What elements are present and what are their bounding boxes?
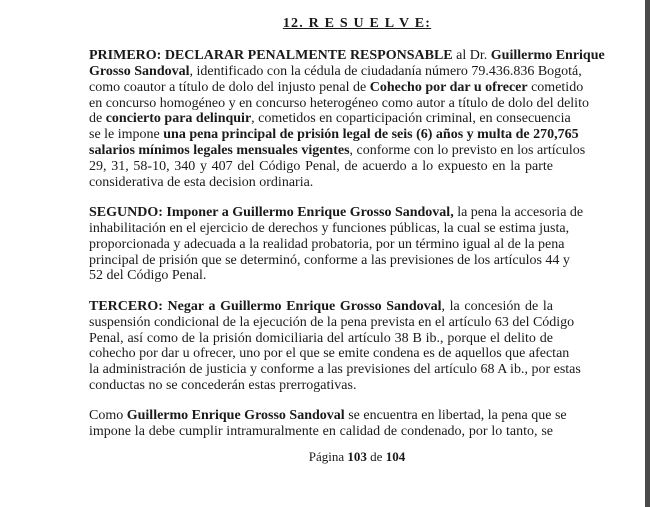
text-run: la pena la accesoria de (453, 205, 584, 221)
text-run: considerativa de esta decision ordinaria. (89, 174, 314, 190)
paragraph-segundo (89, 205, 584, 284)
text-line (89, 79, 584, 96)
bold-text: Guillermo Enrique Grosso Sandoval (126, 408, 345, 424)
text-line (89, 111, 571, 127)
text-run: impone la debe cumplir intramuralmente en calidad de condenado, por lo tanto, se (89, 424, 553, 440)
section-title: 12. R E S U E L V E: (282, 16, 432, 31)
page-current: 103 (347, 449, 367, 464)
text-run: como coautor a título de dolo del injusto penal de (89, 79, 370, 95)
bold-text: salarios mínimos legales mensuales vigentes (89, 143, 350, 159)
text-run: Penal, así como de la prisión domiciliaria del artículo 38 B ib., porque el delito de (89, 330, 553, 346)
bold-text: PRIMERO: DECLARAR PENALMENTE RESPONSABLE (89, 48, 453, 63)
text-line (89, 175, 553, 191)
text-run: cohecho por dar u ofrecer, uno por el que se emite condena es de aquellos que afectan (89, 346, 570, 362)
bold-text: una pena principal de prisión legal de seis (6) años y multa de 270,765 (163, 127, 579, 143)
page-total: 104 (385, 449, 406, 464)
text-run: inhabilitación en el ejercicio de derechos y funciones públicas, la cual se estima justa, (89, 220, 570, 236)
text-run: se encuentra en libertad, la pena que se (344, 408, 567, 424)
text-line (89, 236, 565, 253)
bold-text: Cohecho por dar u ofrecer (369, 79, 528, 95)
paragraph-tercero (89, 298, 581, 394)
document-body (89, 48, 605, 455)
text-run: 52 del Código Penal. (89, 268, 207, 284)
window-edge (645, 0, 650, 507)
text-line (89, 95, 589, 112)
text-run: principal de prisión que se determinó, conforme a las previsiones de los artículos 44 y (89, 252, 570, 268)
text-line (89, 63, 582, 80)
text-run: se le impone (89, 127, 164, 143)
text-run: , identificado con la cédula de ciudadanía número 79.436.836 Bogotá, (189, 63, 582, 79)
text-line (89, 408, 567, 424)
text-run: 29, 31, 58-10, 340 y 407 del Código Penal, de acuerdo a lo expuesto en la parte (89, 158, 553, 174)
text-run: Como (89, 408, 127, 424)
text-line (89, 299, 553, 315)
text-run: proporcionada y adecuada a la realidad probatoria, por un término igual al de la pena (89, 236, 565, 252)
page-connector: de (370, 449, 383, 464)
bold-text: Guillermo Enrique (490, 48, 605, 63)
text-line (89, 220, 570, 237)
page-footer (89, 449, 625, 465)
text-line (89, 362, 581, 378)
text-line (89, 346, 570, 362)
text-line (89, 252, 570, 269)
bold-text: TERCERO: Negar a Guillermo Enrique Grosso Sandoval (89, 298, 442, 314)
text-line (89, 205, 584, 221)
text-run: al Dr. (452, 48, 491, 63)
bold-text: Grosso Sandoval (89, 63, 190, 79)
text-line (89, 48, 605, 64)
text-line (89, 314, 575, 331)
text-line (89, 143, 586, 159)
paragraph-como (89, 408, 567, 440)
text-run: cometido (527, 79, 584, 95)
text-run: , conforme con lo previsto en los artículos (349, 143, 586, 159)
text-line (89, 424, 553, 440)
text-run: , cometidos en coparticipación criminal, en consecuencia (251, 111, 571, 127)
text-run: de (89, 111, 106, 127)
text-line (89, 127, 579, 143)
text-line (89, 378, 553, 394)
bold-text: concierto para delinquir (105, 111, 252, 127)
text-run: , la concesión de la (441, 298, 554, 314)
bold-text: SEGUNDO: Imponer a Guillermo Enrique Grosso Sandoval, (89, 205, 454, 221)
text-run: en concurso homogéneo y en concurso heterogéneo como autor a título de dolo del delito (89, 95, 589, 111)
text-line (89, 268, 553, 284)
text-run: la administración de justicia y conforme a las previsiones del artículo 68 A ib., por estas (89, 362, 581, 378)
page-label: Página (308, 449, 345, 464)
text-run: conductas no se concederán estas prerrogativas. (89, 378, 357, 394)
paragraph-primero (89, 48, 605, 191)
text-line (89, 331, 553, 347)
text-run: suspensión condicional de la ejecución de la pena prevista en el artículo 63 del Código (89, 314, 575, 330)
text-line (89, 159, 553, 175)
